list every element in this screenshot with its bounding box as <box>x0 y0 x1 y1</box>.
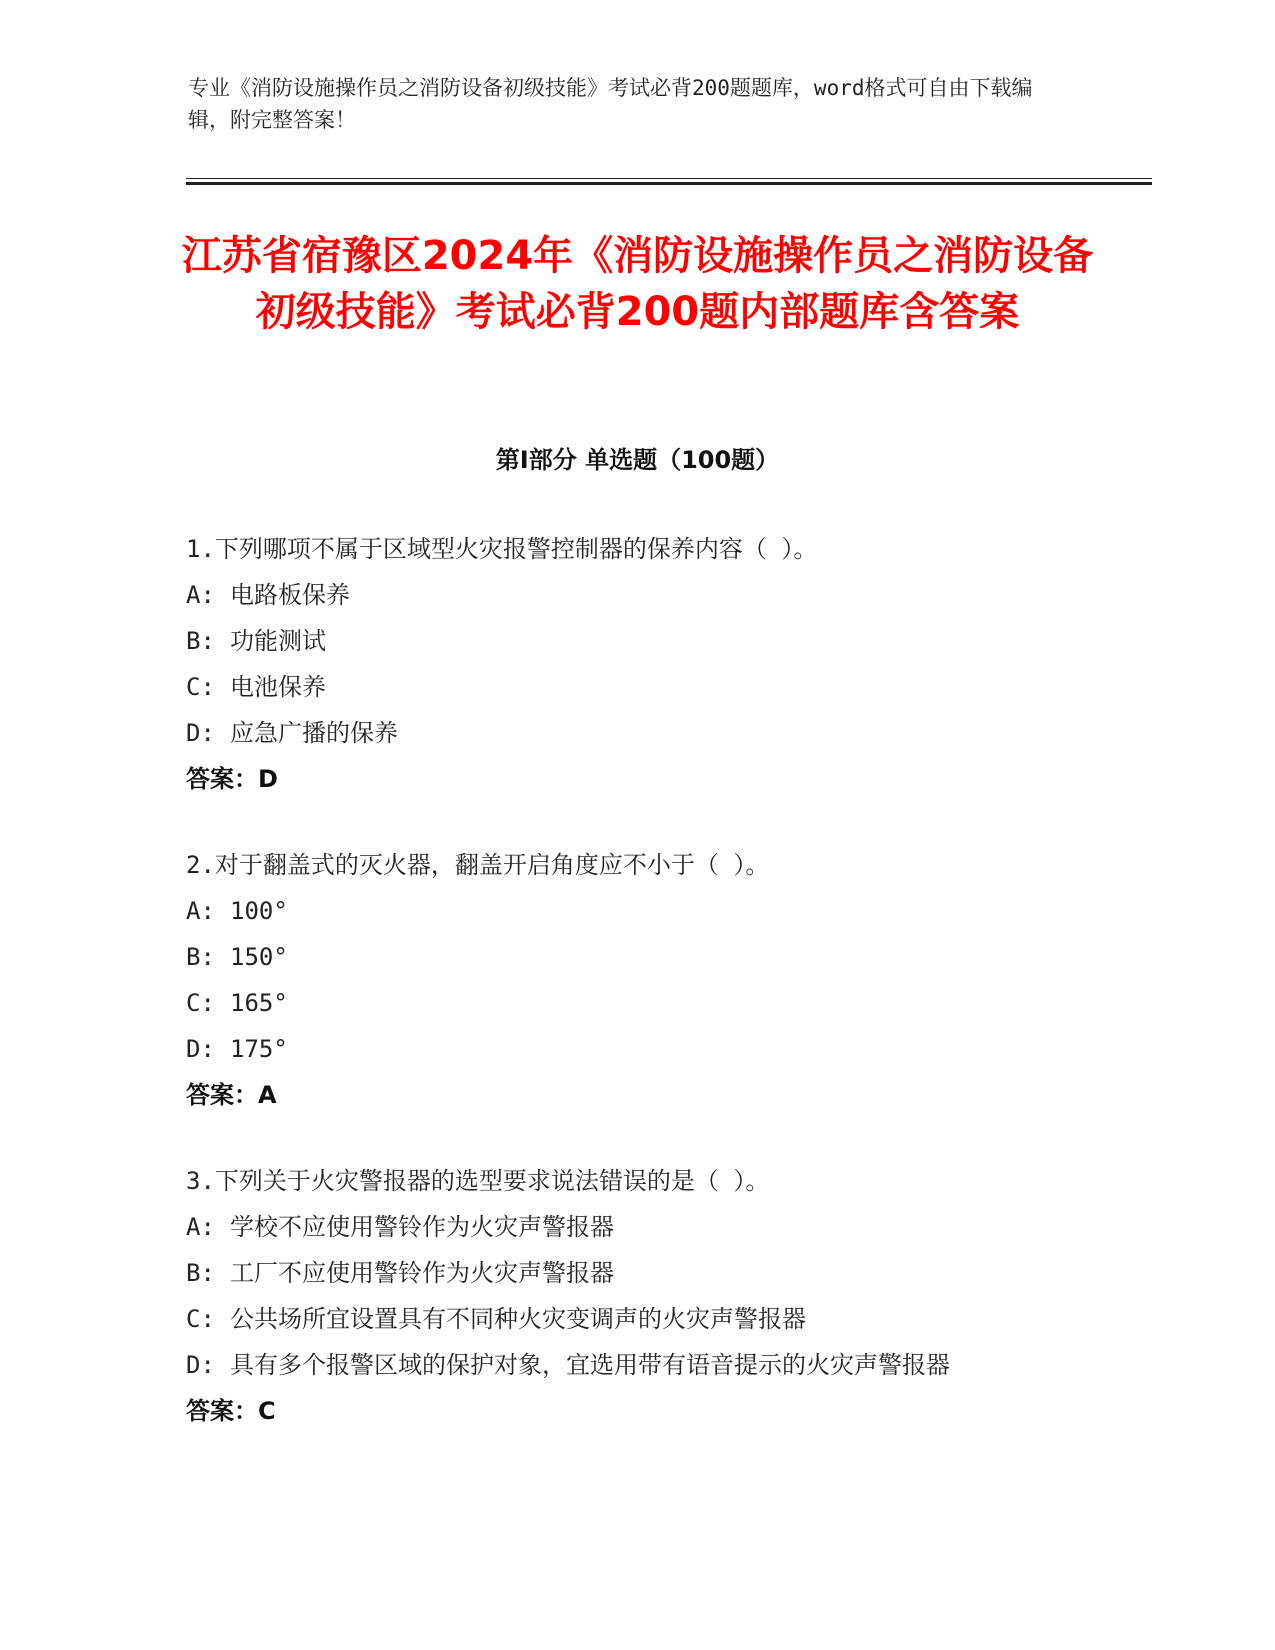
document-title: 江苏省宿豫区2024年《消防设施操作员之消防设备初级技能》考试必背200题内部题库含答案 <box>181 233 1094 335</box>
option-text: 175° <box>230 1035 288 1063</box>
header-divider-thin <box>186 178 1152 179</box>
option-a <box>186 888 1086 934</box>
option-c <box>186 1296 1086 1342</box>
answer: 答案：A <box>186 1081 277 1109</box>
option-b <box>186 934 1086 980</box>
option-b <box>186 618 1086 664</box>
option-key: B: <box>186 943 215 971</box>
option-text: 100° <box>230 897 288 925</box>
option-key: B: <box>186 1259 215 1287</box>
option-text: 电池保养 <box>230 673 326 701</box>
option-d <box>186 1026 1086 1072</box>
option-d <box>186 710 1086 756</box>
option-key: B: <box>186 627 215 655</box>
option-d <box>186 1342 1086 1388</box>
option-a <box>186 1204 1086 1250</box>
option-c <box>186 980 1086 1026</box>
option-key: D: <box>186 1035 215 1063</box>
option-text: 电路板保养 <box>230 581 350 609</box>
option-text: 公共场所宜设置具有不同种火灾变调声的火灾声警报器 <box>230 1305 806 1333</box>
header-note: 专业《消防设施操作员之消防设备初级技能》考试必背200题题库，word格式可自由下载编辑，附完整答案！ <box>188 76 1033 132</box>
option-text: 150° <box>230 943 288 971</box>
answer: 答案：C <box>186 1397 276 1425</box>
question-stem: 1.下列哪项不属于区域型火灾报警控制器的保养内容（ ）。 <box>186 535 818 563</box>
option-key: C: <box>186 1305 215 1333</box>
header-divider-thick <box>186 182 1152 185</box>
question-1 <box>186 526 1086 802</box>
option-a <box>186 572 1086 618</box>
question-stem: 2.对于翻盖式的灭火器，翻盖开启角度应不小于（ ）。 <box>186 851 770 879</box>
question-3 <box>186 1158 1086 1434</box>
option-b <box>186 1250 1086 1296</box>
option-key: C: <box>186 989 215 1017</box>
option-text: 应急广播的保养 <box>230 719 398 747</box>
question-list <box>186 526 1086 1474</box>
option-key: D: <box>186 719 215 747</box>
option-text: 功能测试 <box>230 627 326 655</box>
section-title: 第Ⅰ部分 单选题（100题） <box>495 446 780 474</box>
answer: 答案：D <box>186 765 278 793</box>
option-text: 165° <box>230 989 288 1017</box>
option-key: A: <box>186 581 215 609</box>
question-2 <box>186 842 1086 1118</box>
option-key: D: <box>186 1351 215 1379</box>
option-key: C: <box>186 673 215 701</box>
option-key: A: <box>186 897 215 925</box>
option-key: A: <box>186 1213 215 1241</box>
option-text: 工厂不应使用警铃作为火灾声警报器 <box>230 1259 614 1287</box>
option-text: 学校不应使用警铃作为火灾声警报器 <box>230 1213 614 1241</box>
question-stem: 3.下列关于火灾警报器的选型要求说法错误的是（ ）。 <box>186 1167 770 1195</box>
option-c <box>186 664 1086 710</box>
option-text: 具有多个报警区域的保护对象，宜选用带有语音提示的火灾声警报器 <box>230 1351 950 1379</box>
